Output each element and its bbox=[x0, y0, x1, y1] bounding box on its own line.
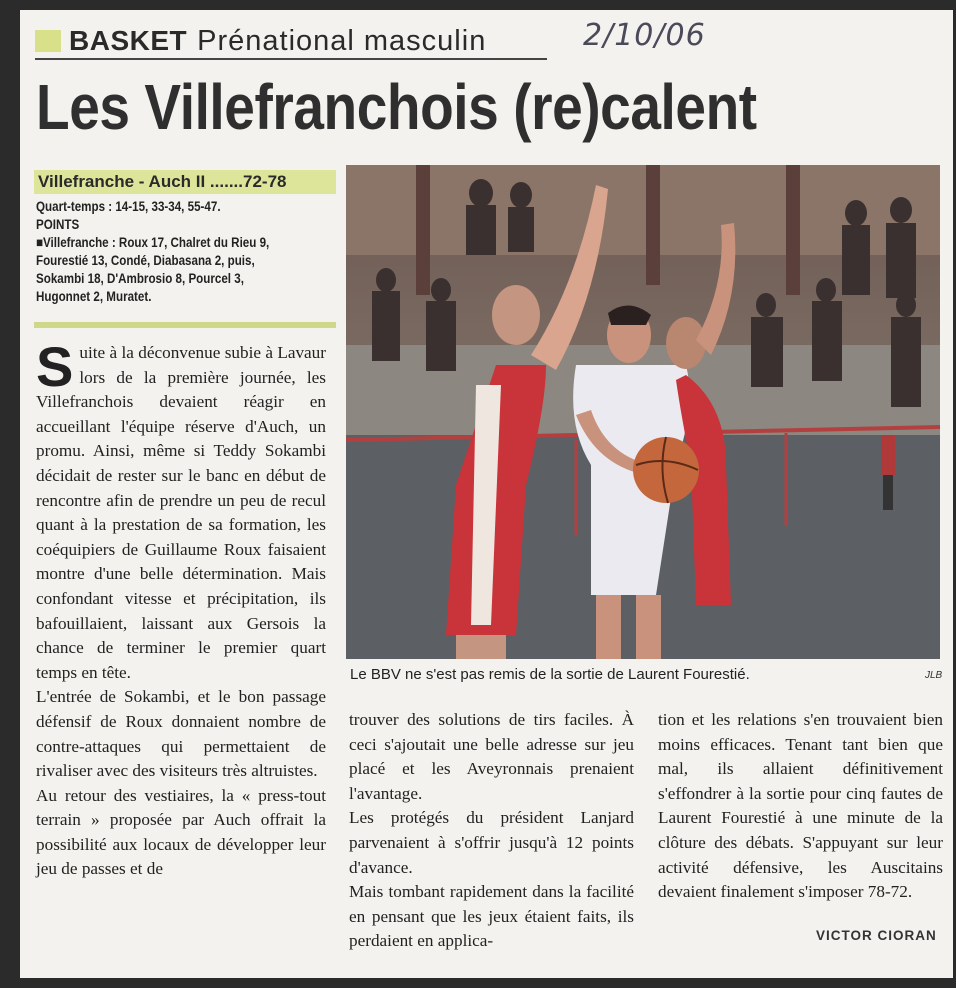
points-line: Hugonnet 2, Muratet. bbox=[36, 289, 152, 304]
article-paragraph: trouver des solutions de tirs faciles. À ceci s'ajoutait une belle adresse sur jeu placé et les Aveyronnais prenaient l'avantage. bbox=[349, 710, 634, 803]
article-paragraph: Suite à la déconvenue subie à Lavaur lors de la première journée, les Villefranchois devaient réagir en accueillant l'équipe réserve d'Auch, un promu. Ainsi, même si Teddy Sokambi décidait de rester sur le banc en début de rencontre afin de prendre un peu de recul quant à la prestation de sa formation, les coéquipiers de Guillaume Roux faisaient montre d'une belle détermination. Mais confondant vitesse et précipitation, ils bafouillaient, laissant aux Gersois la chance de terminer le premier quart temps en tête. bbox=[36, 335, 326, 682]
section-rubric bbox=[35, 24, 486, 58]
article-column-3 bbox=[658, 708, 943, 905]
article-paragraph: tion et les relations s'en trouvaient bien moins efficaces. Tenant tant bien que mal, ils allaient définitivement s'effondrer à la sortie pour cinq fautes de Laurent Fourestié à une minute de la clôture des débats. S'appuyant sur leur activité défensive, les Auscitains devaient finalement s'imposer 78-72. bbox=[658, 710, 943, 902]
score-box-rule bbox=[34, 322, 336, 328]
rubric-sport: BASKET bbox=[69, 25, 188, 56]
rubric-underline bbox=[35, 58, 547, 60]
points-heading: POINTS bbox=[36, 217, 80, 232]
rubric-color-mark bbox=[35, 30, 61, 52]
article-paragraph: Les protégés du président Lanjard parvenaient à s'offrir jusqu'à 12 points d'avance. bbox=[349, 808, 634, 877]
handwritten-date: 2/10/06 bbox=[583, 18, 706, 53]
score-result: Villefranche - Auch II .......72-78 bbox=[34, 170, 336, 194]
headline: Les Villefranchois (re)calent bbox=[36, 71, 757, 143]
photo-credit: JLB bbox=[925, 670, 943, 681]
article-column-1 bbox=[36, 335, 326, 882]
article-paragraph: Mais tombant rapidement dans la facilité en pensant que les jeux étaient faits, ils perdaient en applica- bbox=[349, 882, 634, 951]
drop-cap: S bbox=[36, 335, 74, 398]
photo-image bbox=[346, 165, 940, 659]
basketball-photo bbox=[346, 165, 940, 659]
points-line: Fourestié 13, Condé, Diabasana 2, puis, bbox=[36, 253, 255, 268]
rubric-league: Prénational masculin bbox=[197, 24, 487, 57]
score-box bbox=[34, 170, 336, 306]
points-line: Sokambi 18, D'Ambrosio 8, Pourcel 3, bbox=[36, 271, 244, 286]
points-line: ■Villefranche : Roux 17, Chalret du Rieu 9, bbox=[36, 235, 270, 250]
article-column-2 bbox=[349, 708, 634, 954]
author-byline: VICTOR CIORAN bbox=[816, 928, 937, 943]
quarter-scores: Quart-temps : 14-15, 33-34, 55-47. bbox=[36, 199, 221, 214]
article-paragraph: Au retour des vestiaires, la « press-tout terrain » proposée par Auch offrait la possibilité aux locaux de développer leur jeu de passes et de bbox=[36, 785, 326, 879]
article-paragraph: L'entrée de Sokambi, et le bon passage défensif de Roux donnaient nombre de contre-attaques qui permettaient de rivaliser avec des visiteurs très altruistes. bbox=[36, 687, 326, 781]
newspaper-clipping bbox=[20, 10, 953, 978]
photo-caption: Le BBV ne s'est pas remis de la sortie de Laurent Fourestié. bbox=[350, 666, 750, 683]
